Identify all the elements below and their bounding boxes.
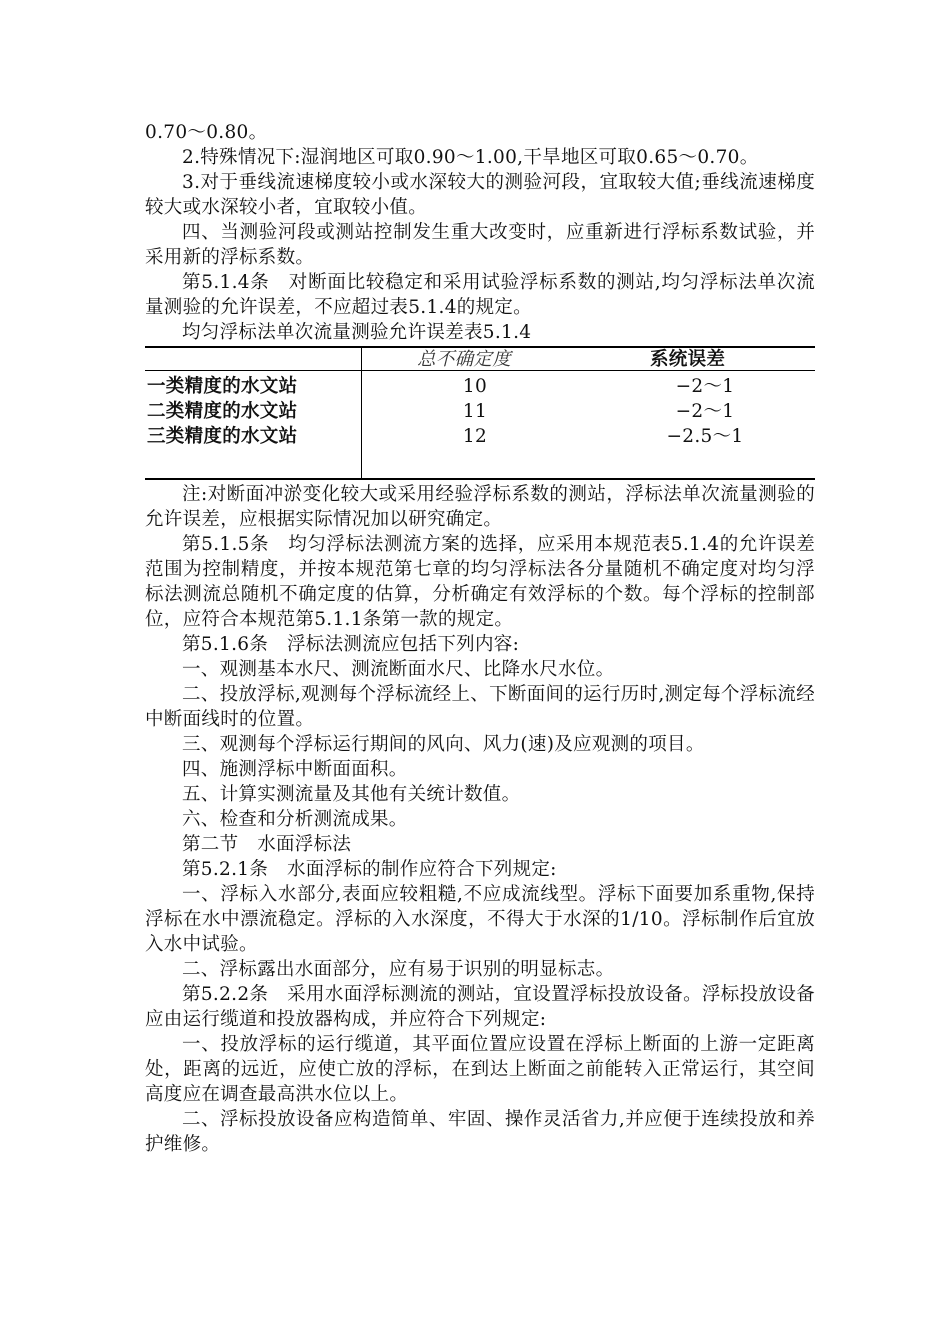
- paragraph: 3.对于垂线流速梯度较小或水深较大的测验河段，宜取较大值;垂线流速梯度较大或水深较小者，宜取较小值。: [145, 172, 815, 218]
- paragraph: 第5.2.1条 水面浮标的制作应符合下列规定:: [182, 859, 557, 880]
- paragraph: 三、观测每个浮标运行期间的风向、风力(速)及应观测的项目。: [182, 734, 705, 755]
- table-row: [145, 424, 815, 449]
- paragraph: 0.70～0.80。: [145, 122, 268, 143]
- error-table: [145, 346, 815, 480]
- station-class: 一类精度的水文站: [147, 376, 298, 397]
- paragraph: 第5.1.4条 对断面比较稳定和采用试验浮标系数的测站,均匀浮标法单次流量测验的允许误差，不应超过表5.1.4的规定。: [145, 272, 815, 318]
- paragraph: 五、计算实测流量及其他有关统计数值。: [182, 784, 521, 805]
- paragraph: 第5.1.5条 均匀浮标法测流方案的选择，应采用本规范表5.1.4的允许误差范围为控制精度，并按本规范第七章的均匀浮标法各分量随机不确定度对均匀浮标法测流总随机不确定度的估算，分析确定有效浮标的个数。每个浮标的控制部位，应符合本规范第5.1.1条第一款的规定。: [145, 534, 815, 630]
- uncertainty-value: 10: [462, 376, 488, 397]
- paragraph: 二、浮标露出水面部分，应有易于识别的明显标志。: [182, 959, 615, 980]
- paragraph: 二、浮标投放设备应构造简单、牢固、操作灵活省力,并应便于连续投放和养护维修。: [145, 1109, 815, 1155]
- section-heading: 第二节 水面浮标法: [182, 834, 352, 855]
- table-row: [145, 374, 815, 399]
- paragraphs-before: [145, 120, 815, 320]
- paragraph: 六、检查和分析测流成果。: [182, 809, 408, 830]
- paragraph: 二、投放浮标,观测每个浮标流经上、下断面间的运行历时,测定每个浮标流经中断面线时的位置。: [145, 684, 815, 730]
- header-systematic-error: 系统误差: [650, 349, 726, 370]
- paragraph: 一、观测基本水尺、测流断面水尺、比降水尺水位。: [182, 659, 615, 680]
- header-total-uncertainty: 总不确定度: [417, 349, 512, 370]
- table-bottom-rule: [145, 478, 815, 480]
- document-page: [145, 120, 815, 1157]
- paragraph: 四、当测验河段或测站控制发生重大改变时，应重新进行浮标系数试验，并采用新的浮标系数。: [145, 222, 815, 268]
- systematic-value: −2.5～1: [666, 426, 744, 447]
- paragraph: 第5.2.2条 采用水面浮标测流的测站，宜设置浮标投放设备。浮标投放设备应由运行缆道和投放器构成，并应符合下列规定:: [145, 984, 815, 1030]
- paragraphs-after: [145, 482, 815, 1157]
- paragraph: 一、浮标入水部分,表面应较粗糙,不应成流线型。浮标下面要加系重物,保持浮标在水中漂流稳定。浮标的入水深度，不得大于水深的1/10。浮标制作后宜放入水中试验。: [145, 884, 815, 955]
- station-class: 二类精度的水文站: [147, 401, 298, 422]
- table-caption: 均匀浮标法单次流量测验允许误差表5.1.4: [182, 322, 532, 343]
- station-class: 三类精度的水文站: [147, 426, 298, 447]
- uncertainty-value: 11: [462, 401, 488, 422]
- systematic-value: −2～1: [675, 401, 735, 422]
- paragraph: 2.特殊情况下:湿润地区可取0.90～1.00,干旱地区可取0.65～0.70。: [182, 147, 759, 168]
- paragraph: 四、施测浮标中断面面积。: [182, 759, 408, 780]
- paragraph: 一、投放浮标的运行缆道，其平面位置应设置在浮标上断面的上游一定距离处，距离的远近，应使亡放的浮标，在到达上断面之前能转入正常运行，其空间高度应在调查最高洪水位以上。: [145, 1034, 815, 1105]
- uncertainty-value: 12: [462, 426, 488, 447]
- paragraph: 注:对断面冲淤变化较大或采用经验浮标系数的测站，浮标法单次流量测验的允许误差，应根据实际情况加以研究确定。: [145, 484, 815, 530]
- systematic-value: −2～1: [675, 376, 735, 397]
- paragraph: 第5.1.6条 浮标法测流应包括下列内容:: [182, 634, 520, 655]
- table-row: [145, 399, 815, 424]
